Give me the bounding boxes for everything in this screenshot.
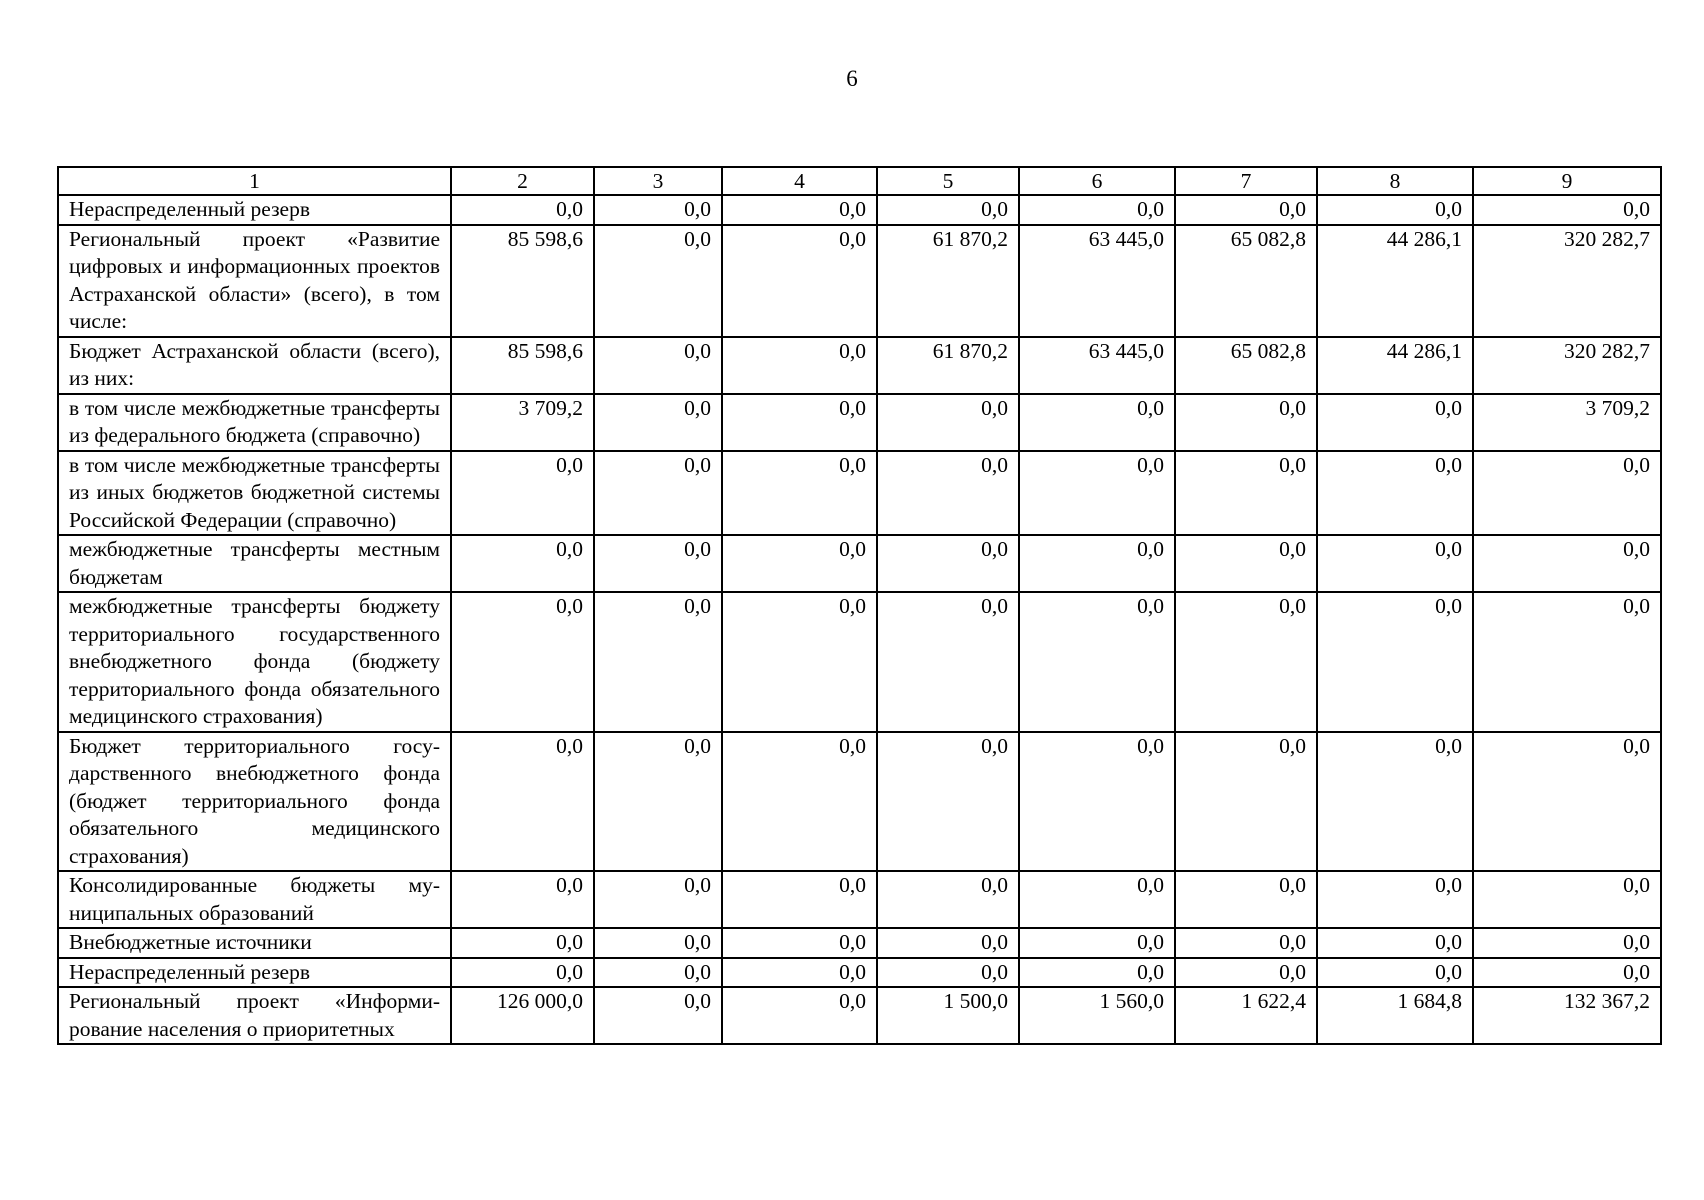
- value-cell: 44 286,1: [1317, 225, 1473, 337]
- value-cell: 0,0: [594, 394, 722, 451]
- value-cell: 126 000,0: [451, 987, 594, 1044]
- value-cell: 0,0: [877, 451, 1019, 536]
- row-label: межбюджетные трансферты бюджету территориального государственного внебюджетного фонда (бюджету территориального фонда обязательного медицинского страхования): [58, 592, 451, 732]
- value-cell: 0,0: [1473, 871, 1661, 928]
- value-cell: 65 082,8: [1175, 225, 1317, 337]
- value-cell: 0,0: [1175, 195, 1317, 225]
- value-cell: 0,0: [1317, 732, 1473, 872]
- value-cell: 0,0: [722, 732, 877, 872]
- value-cell: 0,0: [1019, 535, 1175, 592]
- value-cell: 0,0: [1317, 394, 1473, 451]
- value-cell: 0,0: [877, 958, 1019, 988]
- table-row: [58, 987, 1661, 1044]
- value-cell: 85 598,6: [451, 337, 594, 394]
- row-label: Нераспределенный резерв: [58, 195, 451, 225]
- value-cell: 0,0: [722, 871, 877, 928]
- value-cell: 0,0: [1473, 535, 1661, 592]
- value-cell: 0,0: [594, 592, 722, 732]
- value-cell: 63 445,0: [1019, 225, 1175, 337]
- value-cell: 0,0: [1317, 871, 1473, 928]
- value-cell: 0,0: [722, 195, 877, 225]
- value-cell: 0,0: [877, 195, 1019, 225]
- value-cell: 0,0: [594, 732, 722, 872]
- table-row: [58, 451, 1661, 536]
- table-row: [58, 871, 1661, 928]
- value-cell: 0,0: [877, 871, 1019, 928]
- value-cell: 0,0: [877, 732, 1019, 872]
- value-cell: 0,0: [594, 535, 722, 592]
- value-cell: 0,0: [1317, 958, 1473, 988]
- value-cell: 0,0: [1317, 928, 1473, 958]
- value-cell: 0,0: [722, 987, 877, 1044]
- value-cell: 0,0: [1473, 451, 1661, 536]
- row-label: в том числе межбюджетные трансферты из федерального бюджета (справочно): [58, 394, 451, 451]
- value-cell: 0,0: [877, 535, 1019, 592]
- value-cell: 132 367,2: [1473, 987, 1661, 1044]
- value-cell: 0,0: [1175, 958, 1317, 988]
- value-cell: 0,0: [722, 535, 877, 592]
- value-cell: 0,0: [1019, 871, 1175, 928]
- column-header: 5: [877, 167, 1019, 195]
- value-cell: 0,0: [1175, 394, 1317, 451]
- value-cell: 0,0: [451, 958, 594, 988]
- value-cell: 1 560,0: [1019, 987, 1175, 1044]
- value-cell: 0,0: [1019, 732, 1175, 872]
- value-cell: 0,0: [877, 928, 1019, 958]
- value-cell: 0,0: [1473, 958, 1661, 988]
- value-cell: 0,0: [1473, 928, 1661, 958]
- value-cell: 0,0: [1175, 928, 1317, 958]
- value-cell: 0,0: [1317, 535, 1473, 592]
- value-cell: 3 709,2: [451, 394, 594, 451]
- value-cell: 0,0: [451, 732, 594, 872]
- value-cell: 0,0: [1019, 451, 1175, 536]
- value-cell: 3 709,2: [1473, 394, 1661, 451]
- value-cell: 0,0: [1473, 732, 1661, 872]
- value-cell: 0,0: [451, 592, 594, 732]
- table-row: [58, 337, 1661, 394]
- row-label: межбюджетные трансферты местным бюджетам: [58, 535, 451, 592]
- value-cell: 63 445,0: [1019, 337, 1175, 394]
- value-cell: 65 082,8: [1175, 337, 1317, 394]
- value-cell: 0,0: [722, 225, 877, 337]
- value-cell: 0,0: [594, 225, 722, 337]
- value-cell: 320 282,7: [1473, 337, 1661, 394]
- value-cell: 0,0: [722, 337, 877, 394]
- value-cell: 0,0: [594, 958, 722, 988]
- value-cell: 0,0: [1473, 592, 1661, 732]
- value-cell: 0,0: [594, 987, 722, 1044]
- value-cell: 0,0: [451, 451, 594, 536]
- value-cell: 0,0: [594, 337, 722, 394]
- row-label: Консолидированные бюджеты муниципальных образований: [58, 871, 451, 928]
- table-row: [58, 592, 1661, 732]
- column-header: 9: [1473, 167, 1661, 195]
- value-cell: 0,0: [722, 592, 877, 732]
- row-label: Бюджет Астраханской области (всего), из них:: [58, 337, 451, 394]
- value-cell: 85 598,6: [451, 225, 594, 337]
- value-cell: 0,0: [1019, 928, 1175, 958]
- value-cell: 0,0: [594, 451, 722, 536]
- value-cell: 0,0: [594, 195, 722, 225]
- value-cell: 0,0: [1317, 195, 1473, 225]
- column-header: 3: [594, 167, 722, 195]
- value-cell: 1 684,8: [1317, 987, 1473, 1044]
- value-cell: 0,0: [1175, 732, 1317, 872]
- budget-table: [57, 166, 1662, 1045]
- value-cell: 0,0: [722, 451, 877, 536]
- value-cell: 0,0: [877, 394, 1019, 451]
- value-cell: 0,0: [451, 928, 594, 958]
- value-cell: 0,0: [1175, 535, 1317, 592]
- row-label: Нераспределенный резерв: [58, 958, 451, 988]
- row-label: в том числе межбюджетные трансферты из иных бюджетов бюджетной системы Российской Федерации (справочно): [58, 451, 451, 536]
- row-label: Региональный проект «Информирование населения о приоритетных: [58, 987, 451, 1044]
- value-cell: 0,0: [1175, 451, 1317, 536]
- table-row: [58, 535, 1661, 592]
- value-cell: 0,0: [1175, 592, 1317, 732]
- column-header: 7: [1175, 167, 1317, 195]
- value-cell: 0,0: [1019, 195, 1175, 225]
- value-cell: 0,0: [1019, 592, 1175, 732]
- table-row: [58, 394, 1661, 451]
- table-row: [58, 225, 1661, 337]
- row-label: Бюджет территориального государственного внебюджетного фонда (бюджет территориального фонда обязательного медицинского страхования): [58, 732, 451, 872]
- value-cell: 0,0: [451, 195, 594, 225]
- page-number: 6: [846, 66, 858, 91]
- value-cell: 0,0: [451, 871, 594, 928]
- value-cell: 0,0: [722, 394, 877, 451]
- table-row: [58, 928, 1661, 958]
- table-row: [58, 732, 1661, 872]
- value-cell: 0,0: [1317, 451, 1473, 536]
- table-row: [58, 195, 1661, 225]
- value-cell: 0,0: [1473, 195, 1661, 225]
- value-cell: 1 622,4: [1175, 987, 1317, 1044]
- value-cell: 44 286,1: [1317, 337, 1473, 394]
- value-cell: 0,0: [722, 928, 877, 958]
- column-header: 1: [58, 167, 451, 195]
- value-cell: 61 870,2: [877, 225, 1019, 337]
- value-cell: 320 282,7: [1473, 225, 1661, 337]
- column-header: 2: [451, 167, 594, 195]
- value-cell: 1 500,0: [877, 987, 1019, 1044]
- value-cell: 0,0: [877, 592, 1019, 732]
- value-cell: 61 870,2: [877, 337, 1019, 394]
- row-label: Региональный проект «Развитие цифровых и информационных проектов Астраханской области» (всего), в том числе:: [58, 225, 451, 337]
- value-cell: 0,0: [722, 958, 877, 988]
- column-header: 6: [1019, 167, 1175, 195]
- row-label: Внебюджетные источники: [58, 928, 451, 958]
- value-cell: 0,0: [451, 535, 594, 592]
- value-cell: 0,0: [594, 871, 722, 928]
- value-cell: 0,0: [594, 928, 722, 958]
- value-cell: 0,0: [1019, 394, 1175, 451]
- value-cell: 0,0: [1175, 871, 1317, 928]
- column-header: 4: [722, 167, 877, 195]
- table-row: [58, 958, 1661, 988]
- value-cell: 0,0: [1317, 592, 1473, 732]
- column-header: 8: [1317, 167, 1473, 195]
- value-cell: 0,0: [1019, 958, 1175, 988]
- table-header-row: [58, 167, 1661, 195]
